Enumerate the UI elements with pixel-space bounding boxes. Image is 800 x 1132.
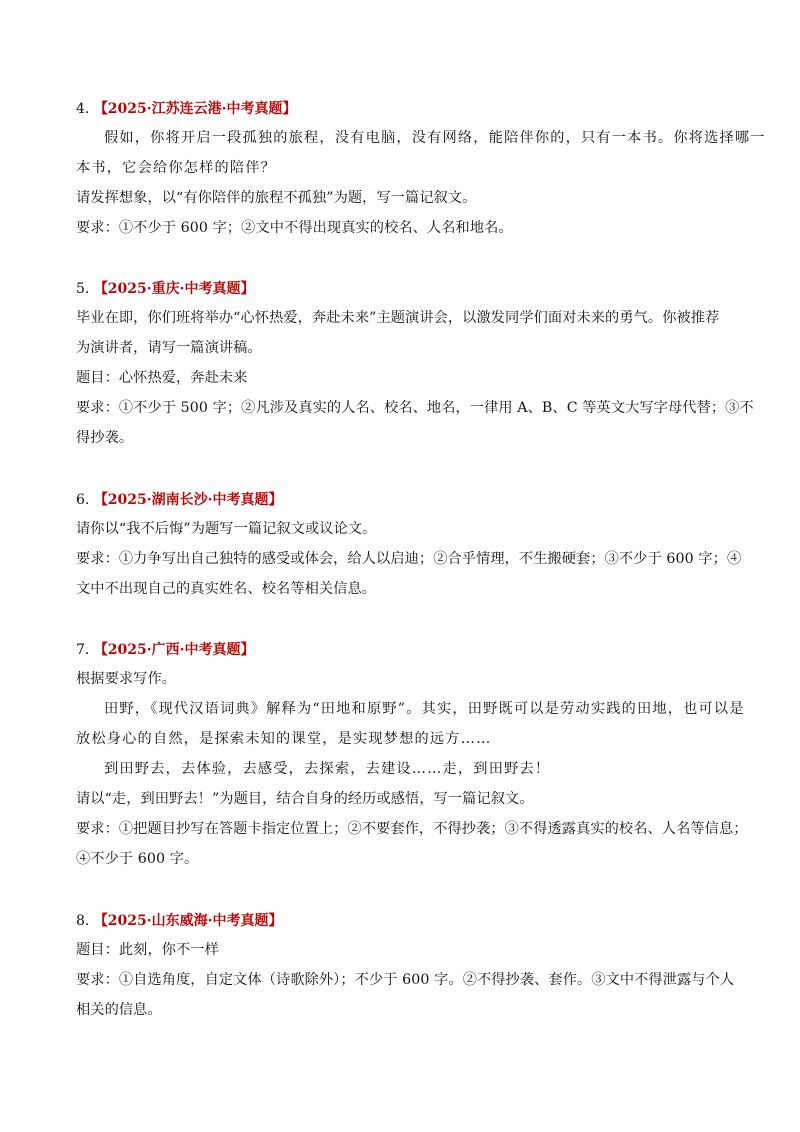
instruction-line: 请发挥想象，以“有你陪伴的旅程不孤独”为题，写一篇记叙文。 — [76, 190, 477, 206]
prompt-line: 到田野去，去体验，去感受，去探索，去建设……走，到田野去！ — [104, 761, 551, 777]
question-7 — [76, 640, 748, 879]
question-number: 8. — [76, 913, 90, 929]
question-body — [76, 128, 766, 238]
instruction-line: 根据要求写作。 — [76, 671, 177, 687]
question-6 — [76, 490, 742, 609]
question-header — [76, 640, 726, 660]
requirement-line: 要求：①不少于 500 字；②凡涉及真实的人名、校名、地名，一律用 A、B、C 等英文大写字母代替；③不 — [76, 400, 754, 416]
question-number: 6. — [76, 492, 90, 508]
prompt-line: 毕业在即，你们班将举办“心怀热爱，奔赴未来”主题演讲会，以激发同学们面对未来的勇气。你被推荐 — [76, 310, 720, 326]
question-source-tag: 【2025·重庆·中考真题】 — [93, 281, 255, 297]
instruction-line: 请以“走，到田野去！”为题目，结合自身的经历或感悟，写一篇记叙文。 — [76, 791, 534, 807]
requirement-line: 得抄袭。 — [76, 430, 134, 446]
prompt-line: 请你以“我不后悔”为题写一篇记叙文或议论文。 — [76, 521, 377, 537]
question-body — [76, 940, 735, 1020]
requirement-line: ④不少于 600 字。 — [76, 851, 199, 867]
question-8 — [76, 911, 735, 1030]
question-body — [76, 519, 742, 599]
requirement-line: 要求：①不少于 600 字；②文中不得出现真实的校名、人名和地名。 — [76, 220, 513, 236]
question-5 — [76, 279, 754, 458]
requirement-line: 文中不出现自己的真实姓名、校名等相关信息。 — [76, 581, 377, 597]
question-header — [76, 279, 726, 299]
title-line: 题目：此刻，你不一样 — [76, 942, 219, 958]
question-source-tag: 【2025·湖南长沙·中考真题】 — [93, 492, 283, 508]
prompt-line: 放松身心的自然，是探索未知的课堂，是实现梦想的远方…… — [76, 731, 492, 747]
requirement-line: 要求：①自选角度，自定文体（诗歌除外）；不少于 600 字。②不得抄袭、套作。③文中不得泄露与个人 — [76, 972, 735, 988]
requirement-line: 相关的信息。 — [76, 1002, 162, 1018]
question-number: 7. — [76, 642, 90, 658]
prompt-line: 为演讲者，请写一篇演讲稿。 — [76, 340, 262, 356]
question-number: 4. — [76, 101, 90, 117]
prompt-line: 田野，《现代汉语词典》解释为“田地和原野”。其实，田野既可以是劳动实践的田地，也可以是 — [104, 701, 745, 717]
question-number: 5. — [76, 281, 90, 297]
requirement-line: 要求：①力争写出自己独特的感受或体会，给人以启迪；②合乎情理，不生搬硬套；③不少于 600 字；④ — [76, 551, 742, 567]
title-line: 题目：心怀热爱，奔赴未来 — [76, 370, 248, 386]
question-body — [76, 669, 748, 869]
prompt-line: 本书，它会给你怎样的陪伴？ — [76, 160, 277, 176]
question-header — [76, 490, 726, 510]
question-source-tag: 【2025·山东威海·中考真题】 — [93, 913, 283, 929]
question-header — [76, 911, 726, 931]
question-source-tag: 【2025·江苏连云港·中考真题】 — [93, 101, 297, 117]
question-header — [76, 99, 726, 119]
question-source-tag: 【2025·广西·中考真题】 — [93, 642, 255, 658]
prompt-line: 假如，你将开启一段孤独的旅程，没有电脑，没有网络，能陪伴你的，只有一本书。你将选择哪一 — [104, 130, 766, 146]
requirement-line: 要求：①把题目抄写在答题卡指定位置上；②不要套作，不得抄袭；③不得透露真实的校名、人名等信息； — [76, 821, 748, 837]
question-4 — [76, 99, 766, 248]
question-body — [76, 308, 754, 448]
